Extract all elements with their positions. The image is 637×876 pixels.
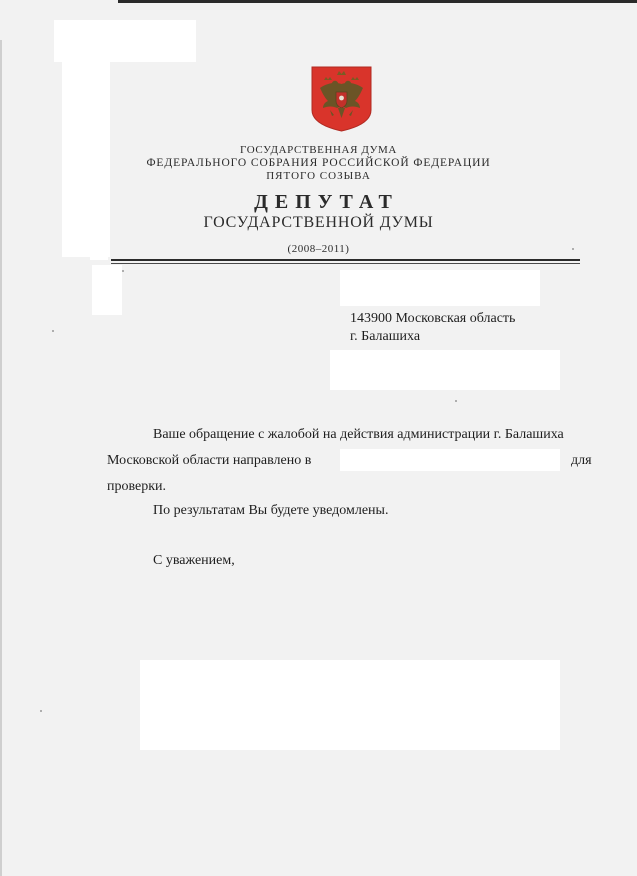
convocation-line: ПЯТОГО СОЗЫВА	[266, 170, 371, 182]
federal-assembly-line: ФЕДЕРАЛЬНОГО СОБРАНИЯ РОССИЙСКОЙ ФЕДЕРАЦИИ	[146, 157, 491, 169]
duma-name-line: ГОСУДАРСТВЕННАЯ ДУМА	[240, 144, 397, 156]
redaction-recipient-name	[340, 270, 540, 306]
scan-speck	[40, 710, 42, 712]
scan-speck	[455, 400, 457, 402]
body-paragraph-3: проверки.	[107, 479, 167, 494]
letterhead-divider-thin	[111, 263, 580, 264]
body-paragraph-1: Ваше обращение с жалобой на действия администрации г. Балашиха	[153, 427, 564, 442]
closing-salutation: С уважением,	[153, 553, 235, 568]
redaction-referral-target	[340, 449, 560, 471]
scan-speck	[52, 330, 54, 332]
address-line-1: 143900 Московская область	[350, 311, 516, 326]
recipient-address	[350, 310, 515, 346]
letterhead-divider-thick	[111, 259, 580, 261]
redaction-recipient-extra	[330, 350, 560, 390]
scan-speck	[122, 270, 124, 272]
body-paragraph-2-end: для	[571, 453, 592, 468]
scan-speck	[572, 248, 574, 250]
redaction-block-under-rule	[92, 265, 122, 315]
letterhead-subtitle: ГОСУДАРСТВЕННОЙ ДУМЫ	[203, 214, 434, 231]
letterhead-title: ДЕПУТАТ	[254, 191, 399, 213]
body-paragraph-4: По результатам Вы будете уведомлены.	[153, 503, 389, 518]
term-years: (2008–2011)	[287, 243, 350, 255]
redaction-signature	[140, 660, 560, 750]
scan-edge-top	[118, 0, 637, 3]
redaction-block-top-left	[54, 20, 196, 62]
russian-coat-of-arms-icon	[311, 66, 372, 132]
body-paragraph-2-start: Московской области направлено в	[107, 453, 312, 468]
address-line-2: г. Балашиха	[350, 329, 421, 344]
